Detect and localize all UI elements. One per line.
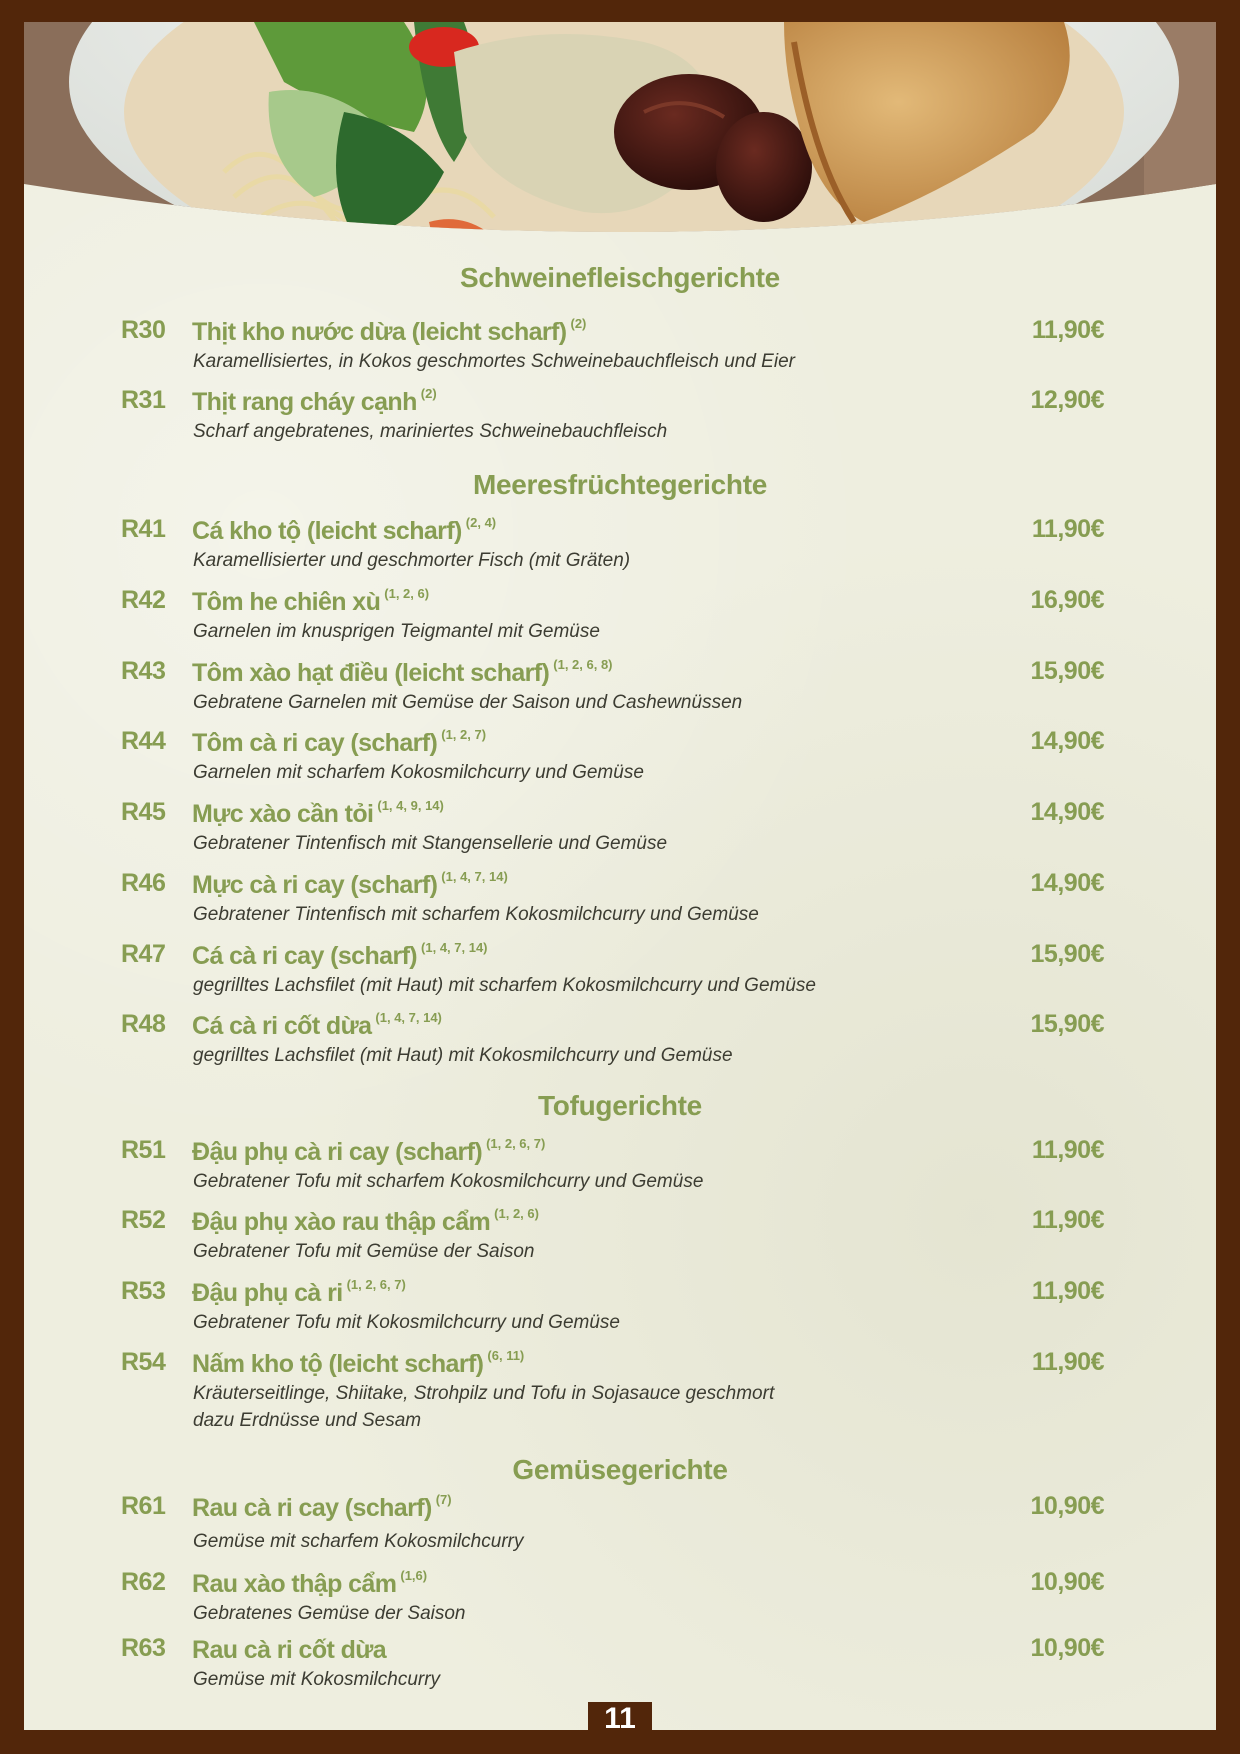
menu-page — [24, 22, 1216, 1730]
item-name-text: Đậu phụ cà ri cay (scharf) — [192, 1138, 483, 1166]
item-name-text: Thịt rang cháy cạnh — [192, 388, 417, 416]
item-name — [192, 1277, 406, 1308]
item-code: R45 — [121, 798, 166, 826]
item-name-text: Rau cà ri cay (scharf) — [192, 1494, 432, 1522]
item-code: R30 — [121, 316, 166, 344]
item-name-text: Mực xào cần tỏi — [192, 800, 374, 828]
item-description: Gebratener Tintenfisch mit scharfem Kokosmilchcurry und Gemüse — [193, 904, 759, 925]
item-name-text: Tôm xào hạt điều (leicht scharf) — [192, 659, 550, 687]
item-code: R53 — [121, 1277, 166, 1305]
section-title-vegetables: Gemüsegerichte — [512, 1454, 728, 1485]
item-code: R46 — [121, 869, 166, 897]
item-name — [192, 940, 488, 971]
item-allergens: (1, 2, 6, 8) — [553, 657, 613, 672]
item-name-text: Đậu phụ xào rau thập cẩm — [192, 1208, 491, 1236]
item-code: R47 — [121, 940, 166, 968]
item-allergens: (1, 2, 7) — [441, 727, 487, 742]
item-name — [192, 1010, 442, 1041]
item-description: Gebratener Tintenfisch mit Stangensellerie und Gemüse — [193, 833, 668, 854]
item-allergens: (1, 4, 7, 14) — [421, 940, 488, 955]
item-description: Scharf angebratenes, mariniertes Schweinebauchfleisch — [193, 421, 668, 442]
item-description: Gebratener Tofu mit scharfem Kokosmilchcurry und Gemüse — [193, 1171, 704, 1192]
item-price: 11,90€ — [1031, 316, 1104, 344]
item-code: R52 — [121, 1206, 166, 1234]
item-code: R51 — [121, 1136, 166, 1164]
item-code: R31 — [121, 386, 166, 414]
item-description: Karamellisiertes, in Kokos geschmortes Schweinebauchfleisch und Eier — [193, 351, 795, 372]
item-name-text: Đậu phụ cà ri — [192, 1279, 343, 1307]
item-name — [192, 515, 496, 546]
item-name-text: Cá cà ri cốt dừa — [192, 1012, 372, 1040]
item-code: R63 — [121, 1634, 166, 1662]
item-description: Karamellisierter und geschmorter Fisch (mit Gräten) — [193, 550, 631, 571]
item-name-text: Nấm kho tộ (leicht scharf) — [192, 1350, 484, 1378]
item-description — [193, 1380, 774, 1434]
item-description: Gemüse mit Kokosmilchcurry — [193, 1669, 441, 1690]
item-code: R41 — [121, 515, 166, 543]
item-price: 11,90€ — [1031, 1277, 1104, 1305]
item-name-text: Thịt kho nước dừa (leicht scharf) — [192, 318, 567, 346]
item-name-text: Rau cà ri cốt dừa — [192, 1636, 387, 1664]
item-name — [192, 1348, 524, 1379]
item-allergens: (7) — [435, 1492, 452, 1507]
food-photo — [24, 22, 1216, 252]
item-description: gegrilltes Lachsfilet (mit Haut) mit scharfem Kokosmilchcurry und Gemüse — [193, 975, 816, 996]
item-name — [192, 586, 429, 617]
item-price: 11,90€ — [1031, 1136, 1104, 1164]
item-allergens: (1, 4, 9, 14) — [377, 798, 444, 813]
item-description: Gemüse mit scharfem Kokosmilchcurry — [193, 1531, 524, 1552]
item-name — [192, 1206, 539, 1237]
item-allergens: (1, 2, 6) — [494, 1206, 539, 1221]
item-name — [192, 798, 444, 829]
item-price: 12,90€ — [1030, 386, 1104, 414]
item-price: 14,90€ — [1030, 869, 1104, 897]
item-description: Garnelen mit scharfem Kokosmilchcurry und Gemüse — [193, 762, 644, 783]
item-price: 14,90€ — [1030, 798, 1104, 826]
item-code: R61 — [121, 1492, 166, 1520]
item-price: 11,90€ — [1031, 1348, 1104, 1376]
item-code: R54 — [121, 1348, 166, 1376]
section-title-pork: Schweinefleischgerichte — [460, 262, 780, 293]
item-code: R43 — [121, 657, 166, 685]
item-name — [192, 727, 486, 758]
item-code: R44 — [121, 727, 166, 755]
item-price: 15,90€ — [1030, 657, 1104, 685]
item-name — [192, 657, 613, 688]
page-number: 11 — [588, 1702, 652, 1730]
item-allergens: (2) — [420, 386, 437, 401]
item-description: Gebratenes Gemüse der Saison — [193, 1603, 466, 1624]
item-price: 10,90€ — [1030, 1568, 1104, 1596]
item-description-line-1: Kräuterseitlinge, Shiitake, Strohpilz und Tofu in Sojasauce geschmort — [193, 1383, 775, 1404]
item-price: 10,90€ — [1030, 1492, 1104, 1520]
item-price: 14,90€ — [1030, 727, 1104, 755]
item-price: 15,90€ — [1030, 940, 1104, 968]
item-name-text: Rau xào thập cẩm — [192, 1570, 397, 1598]
item-name — [192, 1492, 452, 1523]
item-name-text: Tôm he chiên xù — [192, 588, 381, 616]
item-allergens: (2, 4) — [465, 515, 497, 530]
item-code: R48 — [121, 1010, 166, 1038]
item-allergens: (1, 4, 7, 14) — [441, 869, 508, 884]
item-description-line-2: dazu Erdnüsse und Sesam — [193, 1410, 422, 1431]
item-price: 16,90€ — [1030, 586, 1104, 614]
item-name — [192, 316, 586, 347]
item-description: Gebratener Tofu mit Gemüse der Saison — [193, 1241, 535, 1262]
item-description: Garnelen im knusprigen Teigmantel mit Gemüse — [193, 621, 600, 642]
item-description: Gebratene Garnelen mit Gemüse der Saison und Cashewnüssen — [193, 692, 743, 713]
item-description: gegrilltes Lachsfilet (mit Haut) mit Kokosmilchcurry und Gemüse — [193, 1045, 733, 1066]
item-allergens: (1,6) — [400, 1568, 428, 1583]
item-allergens: (1, 2, 6, 7) — [486, 1136, 546, 1151]
item-description: Gebratener Tofu mit Kokosmilchcurry und Gemüse — [193, 1312, 620, 1333]
item-name-text: Mực cà ri cay (scharf) — [192, 871, 438, 899]
item-allergens: (1, 2, 6) — [384, 586, 430, 601]
item-name-text: Tôm cà ri cay (scharf) — [192, 729, 438, 757]
item-allergens: (2) — [570, 316, 587, 331]
item-name-text: Cá cà ri cay (scharf) — [192, 942, 418, 970]
item-name — [192, 1568, 427, 1599]
section-title-tofu: Tofugerichte — [538, 1090, 702, 1121]
item-name — [192, 1136, 545, 1167]
item-price: 15,90€ — [1030, 1010, 1104, 1038]
item-name-text: Cá kho tộ (leicht scharf) — [192, 517, 462, 545]
item-allergens: (1, 2, 6, 7) — [346, 1277, 406, 1292]
item-name — [192, 869, 508, 900]
item-name — [192, 386, 437, 417]
item-name — [192, 1634, 390, 1665]
item-code: R42 — [121, 586, 166, 614]
item-price: 11,90€ — [1031, 515, 1104, 543]
item-price: 10,90€ — [1030, 1634, 1104, 1662]
item-allergens: (6, 11) — [487, 1348, 525, 1363]
item-code: R62 — [121, 1568, 166, 1596]
item-price: 11,90€ — [1031, 1206, 1104, 1234]
section-title-seafood: Meeresfrüchtegerichte — [472, 469, 768, 500]
item-allergens: (1, 4, 7, 14) — [375, 1010, 442, 1025]
